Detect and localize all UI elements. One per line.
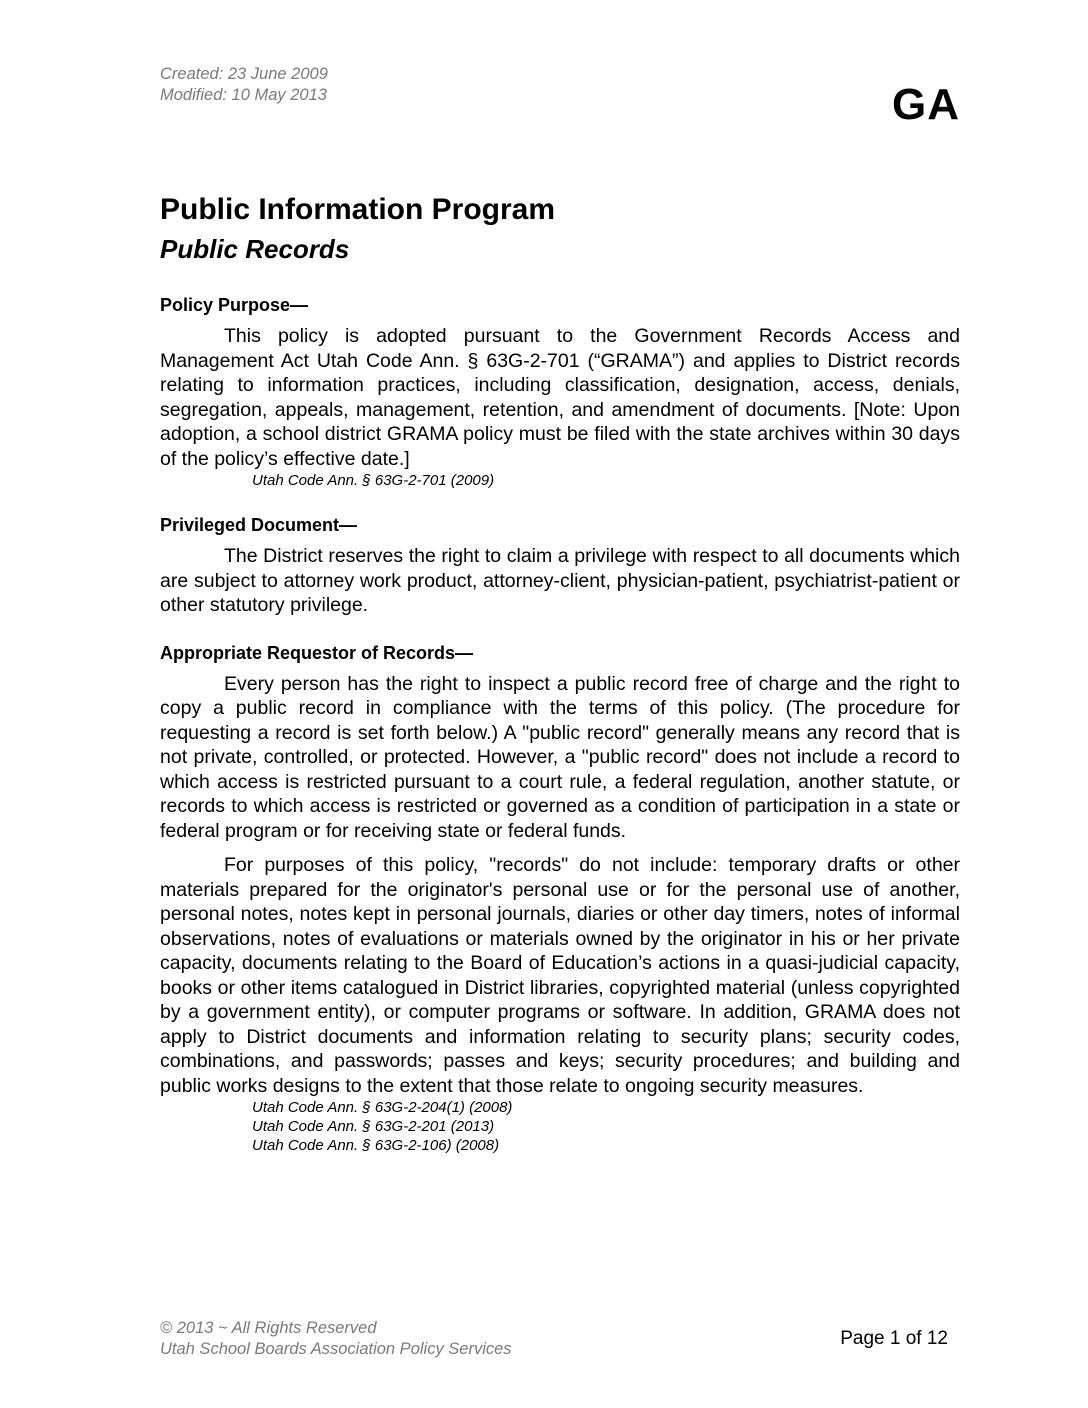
document-body <box>160 190 960 1155</box>
created-date: Created: 23 June 2009 <box>160 65 328 83</box>
page-number: Page 1 of 12 <box>840 1328 948 1349</box>
copyright-notice: © 2013 ~ All Rights Reserved <box>160 1319 377 1337</box>
page-title: Public Information Program <box>160 193 556 226</box>
section-heading: Appropriate Requestor of Records— <box>160 642 474 663</box>
paragraph: This policy is adopted pursuant to the Government Records Access and Management Act Utah Code Ann. § 63G-2-701 (“GRAMA”) and applies to District records relating to information practices, including classification, designation, access, denials, segregation, appeals, management, retention, and amendment of documents. [Note: Upon adoption, a school district GRAMA policy must be filed with the state archives within 30 days of the policy’s effective date.] <box>160 325 960 470</box>
section-heading: Policy Purpose— <box>160 295 309 315</box>
citation: Utah Code Ann. § 63G-2-201 (2013) <box>252 1118 495 1135</box>
section-appropriate-requestor <box>160 640 960 1156</box>
section-policy-purpose <box>160 292 960 490</box>
policy-code: GA <box>892 80 960 129</box>
document-meta <box>160 64 328 106</box>
citation: Utah Code Ann. § 63G-2-701 (2009) <box>252 472 495 489</box>
section-heading: Privileged Document— <box>160 515 358 535</box>
publisher-name: Utah School Boards Association Policy Services <box>160 1340 512 1358</box>
section-privileged-document <box>160 512 960 618</box>
modified-date: Modified: 10 May 2013 <box>160 86 327 104</box>
citation: Utah Code Ann. § 63G-2-204(1) (2008) <box>252 1099 513 1116</box>
paragraph: For purposes of this policy, "records" do not include: temporary drafts or other materials prepared for the originator's personal use or for the personal use of another, personal notes, notes kept in personal journals, diaries or other day timers, notes of informal observations, notes of evaluations or materials owned by the originator in his or her private capacity, documents relating to the Board of Education’s actions in a quasi-judicial capacity, books or other items catalogued in District libraries, copyrighted material (unless copyrighted by a government entity), or computer programs or software. In addition, GRAMA does not apply to District documents and information relating to security plans; security codes, combinations, and passwords; passes and keys; security procedures; and building and public works designs to the extent that those relate to ongoing security measures. <box>160 854 960 1097</box>
page-subtitle: Public Records <box>160 234 350 264</box>
citation: Utah Code Ann. § 63G-2-106) (2008) <box>252 1137 500 1154</box>
footer-credits <box>160 1318 512 1360</box>
paragraph: The District reserves the right to claim a privilege with respect to all documents which are subject to attorney work product, attorney-client, physician-patient, psychiatrist-patient or other statutory privilege. <box>160 545 960 616</box>
paragraph: Every person has the right to inspect a public record free of charge and the right to copy a public record in compliance with the terms of this policy. (The procedure for requesting a record is set forth below.) A "public record" generally means any record that is not private, controlled, or protected. However, a "public record" does not include a record to which access is restricted pursuant to a court rule, a federal regulation, another statute, or records to which access is restricted or governed as a condition of participation in a state or federal program or for receiving state or federal funds. <box>160 672 960 842</box>
